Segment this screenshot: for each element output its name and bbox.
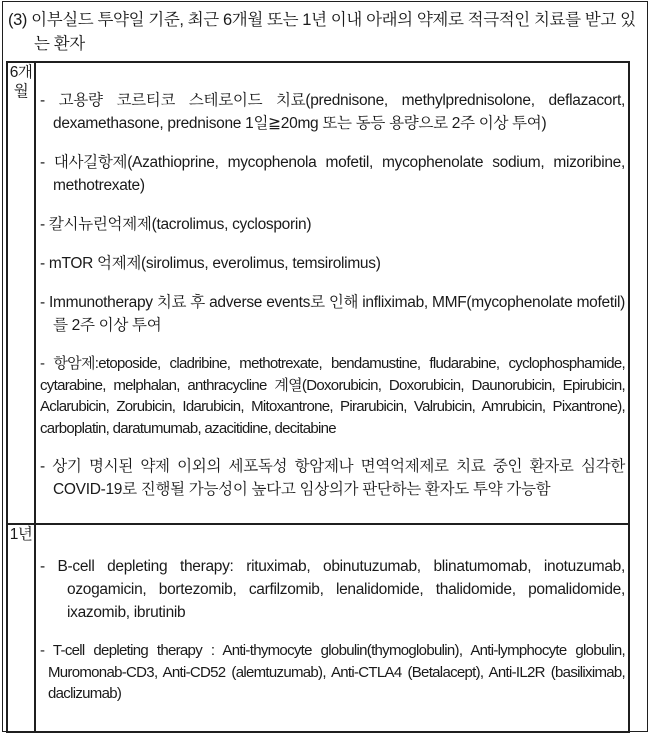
table-row-1-year bbox=[7, 524, 629, 732]
list-item-antimetabolite: - 대사길항제(Azathioprine, mycophenola mofetil, mycophenolate sodium, mizoribine, methotrexate) bbox=[40, 154, 625, 194]
table-row-6-months bbox=[7, 62, 629, 524]
period-label-6-months: 6개월 bbox=[9, 64, 33, 100]
list-item-immunotherapy: - Immunotherapy 치료 후 adverse events로 인해 infliximab, MMF(mycophenolate mofetil)를 2주 이상 투여 bbox=[40, 294, 625, 334]
list-item-anticancer-drugs: - 항암제:etoposide, cladribine, methotrexate, bendamustine, fludarabine, cyclophosphamide, cytarabine, melphalan, anthracycline 계열(Doxorubicin, Doxorubicin, Daunorubicin, Epirubicin, Aclarubicin, Zorubicin, Idarubicin, Mitoxantrone, Pirarubicin, Valrubicin, Amrubicin, Pixantrone), carboplatin, daratumumab, azacitidine, decitabine bbox=[40, 355, 625, 437]
list-item-calcineurin-inhibitor: - 칼시뉴린억제제(tacrolimus, cyclosporin) bbox=[40, 216, 312, 233]
criteria-table-body bbox=[7, 62, 629, 732]
list-item-mtor-inhibitor: - mTOR 억제제(sirolimus, everolimus, temsirolimus) bbox=[40, 255, 381, 272]
content-cell-6-months bbox=[35, 62, 629, 524]
list-item-other-cytotoxic: - 상기 명시된 약제 이외의 세포독성 항암제나 면역억제제로 치료 중인 환자로 심각한 COVID-19로 진행될 가능성이 높다고 임상의가 판단하는 환자도 투약 가능함 bbox=[40, 458, 625, 498]
period-cell-6-months bbox=[7, 62, 35, 524]
period-cell-1-year bbox=[7, 524, 35, 732]
list-item-t-cell-depleting: - T-cell depleting therapy : Anti-thymocyte globulin(thymoglobulin), Anti-lymphocyte globulin, Muromonab-CD3, Anti-CD52 (alemtuzumab), Anti-CTLA4 (Betalacept), Anti-IL2R (basiliximab, daclizumab) bbox=[40, 642, 625, 702]
criteria-table bbox=[6, 61, 630, 733]
period-label-1-year: 1년 bbox=[9, 526, 33, 543]
list-item-b-cell-depleting: - B-cell depleting therapy: rituximab, obinutuzumab, blinatumomab, inotuzumab, ozogamicin, bortezomib, carfilzomib, lenalidomide, thalidomide, pomalidomide, ixazomib, ibrutinib bbox=[40, 558, 625, 621]
section-heading: (3) 이부실드 투약일 기준, 최근 6개월 또는 1년 이내 아래의 약제로 적극적인 치료를 받고 있는 환자 bbox=[8, 11, 636, 53]
outer-frame bbox=[2, 1, 648, 732]
content-cell-1-year bbox=[35, 524, 629, 732]
list-item-corticosteroid: - 고용량 코르티코 스테로이드 치료(prednisone, methylprednisolone, deflazacort, dexamethasone, prednisone 1일≧20mg 또는 동등 용량으로 2주 이상 투여) bbox=[40, 92, 625, 132]
